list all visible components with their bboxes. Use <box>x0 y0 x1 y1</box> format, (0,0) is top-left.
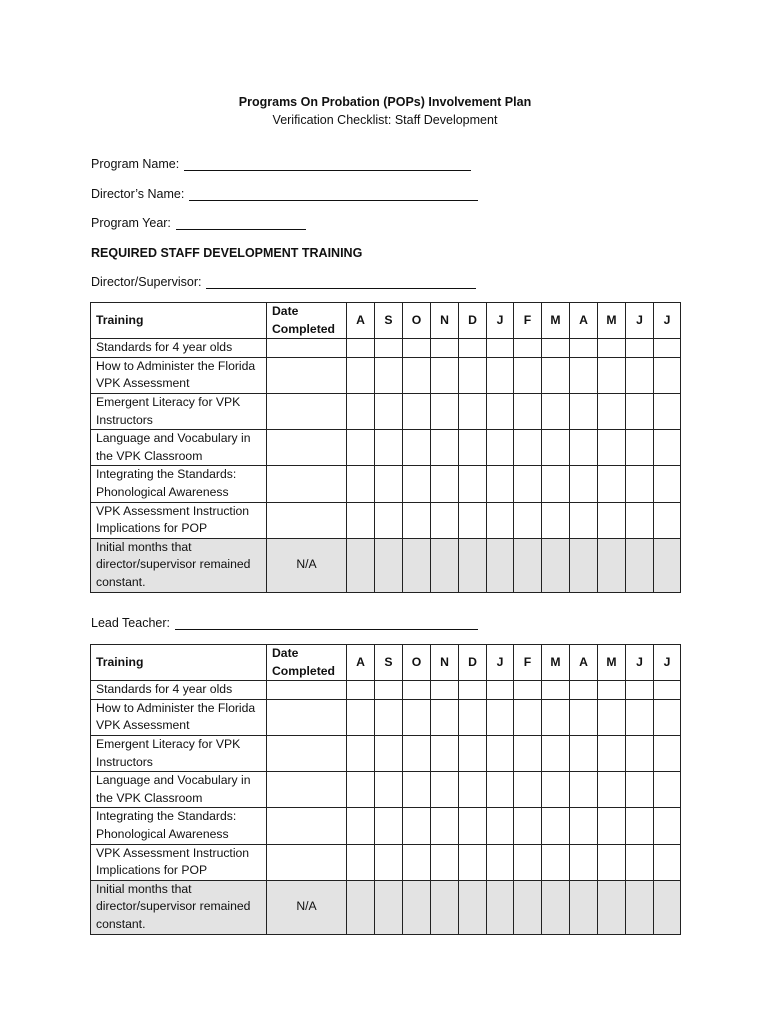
training-name-cell: How to Administer the Florida VPK Assessment <box>91 699 267 735</box>
date-completed-cell[interactable] <box>267 430 347 466</box>
program-name-blank[interactable] <box>184 158 471 171</box>
month-check-cell[interactable] <box>514 880 542 934</box>
month-check-cell[interactable] <box>459 466 487 502</box>
month-check-cell[interactable] <box>487 393 514 429</box>
training-name-cell: Initial months that director/supervisor remained constant. <box>91 880 267 934</box>
month-column-header: M <box>598 645 626 681</box>
month-check-cell[interactable] <box>654 357 681 393</box>
month-check-cell[interactable] <box>431 502 459 538</box>
month-check-cell[interactable] <box>347 681 375 700</box>
month-check-cell[interactable] <box>570 538 598 592</box>
director-training-table <box>90 302 681 593</box>
month-column-header: D <box>459 645 487 681</box>
training-name-cell: VPK Assessment Instruction Implications for POP <box>91 502 267 538</box>
month-check-cell[interactable] <box>487 466 514 502</box>
table-row <box>91 430 681 466</box>
month-check-cell[interactable] <box>598 844 626 880</box>
month-column-header: J <box>487 645 514 681</box>
month-check-cell[interactable] <box>598 880 626 934</box>
month-check-cell[interactable] <box>654 844 681 880</box>
table-header <box>91 303 681 339</box>
month-check-cell[interactable] <box>542 502 570 538</box>
month-check-cell[interactable] <box>431 430 459 466</box>
month-check-cell[interactable] <box>514 772 542 808</box>
month-check-cell[interactable] <box>431 844 459 880</box>
director-supervisor-blank[interactable] <box>206 276 476 289</box>
month-check-cell[interactable] <box>375 735 403 771</box>
month-check-cell[interactable] <box>431 808 459 844</box>
section-heading: REQUIRED STAFF DEVELOPMENT TRAINING <box>91 246 363 260</box>
month-check-cell[interactable] <box>598 357 626 393</box>
month-check-cell[interactable] <box>375 808 403 844</box>
table-row <box>91 502 681 538</box>
month-check-cell[interactable] <box>570 844 598 880</box>
month-check-cell[interactable] <box>403 339 431 358</box>
table-row <box>91 339 681 358</box>
month-check-cell[interactable] <box>431 393 459 429</box>
month-column-header: A <box>570 645 598 681</box>
month-check-cell[interactable] <box>654 699 681 735</box>
month-check-cell[interactable] <box>570 339 598 358</box>
lead-teacher-blank[interactable] <box>175 617 478 630</box>
month-column-header: F <box>514 645 542 681</box>
header-row <box>91 303 681 339</box>
month-check-cell[interactable] <box>431 735 459 771</box>
month-check-cell[interactable] <box>487 880 514 934</box>
month-check-cell[interactable] <box>375 844 403 880</box>
date-completed-cell[interactable] <box>267 681 347 700</box>
directors-name-field <box>91 187 478 201</box>
month-check-cell[interactable] <box>487 844 514 880</box>
month-check-cell[interactable] <box>403 538 431 592</box>
month-check-cell[interactable] <box>626 502 654 538</box>
month-check-cell[interactable] <box>626 735 654 771</box>
month-check-cell[interactable] <box>514 466 542 502</box>
month-check-cell[interactable] <box>542 339 570 358</box>
training-name-cell: Emergent Literacy for VPK Instructors <box>91 393 267 429</box>
month-column-header: O <box>403 303 431 339</box>
month-check-cell[interactable] <box>626 772 654 808</box>
month-check-cell[interactable] <box>431 357 459 393</box>
month-check-cell[interactable] <box>542 538 570 592</box>
month-check-cell[interactable] <box>598 735 626 771</box>
month-check-cell[interactable] <box>459 880 487 934</box>
month-check-cell[interactable] <box>487 339 514 358</box>
table-row <box>91 735 681 771</box>
table-header <box>91 645 681 681</box>
month-check-cell[interactable] <box>487 538 514 592</box>
date-completed-cell[interactable]: N/A <box>267 538 347 592</box>
month-check-cell[interactable] <box>347 880 375 934</box>
month-check-cell[interactable] <box>487 502 514 538</box>
month-check-cell[interactable] <box>598 339 626 358</box>
month-check-cell[interactable] <box>654 808 681 844</box>
month-check-cell[interactable] <box>598 393 626 429</box>
lead-teacher-label: Lead Teacher: <box>91 616 170 630</box>
program-name-field <box>91 157 471 171</box>
month-check-cell[interactable] <box>347 844 375 880</box>
month-check-cell[interactable] <box>514 538 542 592</box>
document-subtitle: Verification Checklist: Staff Development <box>272 113 498 127</box>
month-check-cell[interactable] <box>375 772 403 808</box>
month-check-cell[interactable] <box>487 681 514 700</box>
month-check-cell[interactable] <box>375 699 403 735</box>
month-check-cell[interactable] <box>403 430 431 466</box>
month-check-cell[interactable] <box>542 699 570 735</box>
lead-teacher-field <box>91 616 478 630</box>
date-completed-cell[interactable] <box>267 339 347 358</box>
month-check-cell[interactable] <box>654 772 681 808</box>
month-check-cell[interactable] <box>542 393 570 429</box>
month-check-cell[interactable] <box>626 357 654 393</box>
date-completed-cell[interactable] <box>267 357 347 393</box>
month-check-cell[interactable] <box>654 393 681 429</box>
month-check-cell[interactable] <box>626 880 654 934</box>
month-check-cell[interactable] <box>375 880 403 934</box>
month-check-cell[interactable] <box>626 844 654 880</box>
table-row <box>91 844 681 880</box>
month-check-cell[interactable] <box>487 430 514 466</box>
date-completed-cell[interactable]: N/A <box>267 880 347 934</box>
month-check-cell[interactable] <box>347 808 375 844</box>
month-check-cell[interactable] <box>570 430 598 466</box>
month-check-cell[interactable] <box>459 735 487 771</box>
table-row <box>91 538 681 592</box>
month-column-header: J <box>654 303 681 339</box>
month-check-cell[interactable] <box>570 681 598 700</box>
training-name-cell: VPK Assessment Instruction Implications for POP <box>91 844 267 880</box>
month-check-cell[interactable] <box>403 393 431 429</box>
directors-name-label: Director’s Name: <box>91 187 185 201</box>
table-body <box>91 339 681 592</box>
table-row <box>91 772 681 808</box>
director-supervisor-label: Director/Supervisor: <box>91 275 202 289</box>
table-row <box>91 357 681 393</box>
month-check-cell[interactable] <box>542 808 570 844</box>
table-row <box>91 699 681 735</box>
month-check-cell[interactable] <box>542 772 570 808</box>
month-check-cell[interactable] <box>459 699 487 735</box>
month-check-cell[interactable] <box>654 880 681 934</box>
month-check-cell[interactable] <box>598 681 626 700</box>
month-check-cell[interactable] <box>375 502 403 538</box>
month-check-cell[interactable] <box>542 880 570 934</box>
month-check-cell[interactable] <box>570 735 598 771</box>
month-check-cell[interactable] <box>347 502 375 538</box>
table-row <box>91 681 681 700</box>
date-completed-cell[interactable] <box>267 502 347 538</box>
month-check-cell[interactable] <box>654 466 681 502</box>
month-check-cell[interactable] <box>347 538 375 592</box>
date-completed-column-header: Date Completed <box>267 303 347 339</box>
training-name-cell: Standards for 4 year olds <box>91 681 267 700</box>
month-check-cell[interactable] <box>626 699 654 735</box>
program-name-label: Program Name: <box>91 157 180 171</box>
month-check-cell[interactable] <box>570 772 598 808</box>
month-check-cell[interactable] <box>375 681 403 700</box>
month-check-cell[interactable] <box>514 502 542 538</box>
table-row <box>91 393 681 429</box>
month-column-header: M <box>542 645 570 681</box>
month-check-cell[interactable] <box>542 735 570 771</box>
table-row <box>91 466 681 502</box>
month-check-cell[interactable] <box>598 538 626 592</box>
month-check-cell[interactable] <box>570 357 598 393</box>
month-check-cell[interactable] <box>375 430 403 466</box>
month-check-cell[interactable] <box>431 699 459 735</box>
month-column-header: J <box>626 645 654 681</box>
month-check-cell[interactable] <box>403 681 431 700</box>
month-column-header: A <box>347 645 375 681</box>
month-check-cell[interactable] <box>431 339 459 358</box>
directors-name-blank[interactable] <box>189 188 478 201</box>
month-check-cell[interactable] <box>570 393 598 429</box>
month-check-cell[interactable] <box>514 808 542 844</box>
director-supervisor-field <box>91 275 476 289</box>
month-check-cell[interactable] <box>375 538 403 592</box>
month-check-cell[interactable] <box>431 681 459 700</box>
month-check-cell[interactable] <box>487 772 514 808</box>
month-column-header: O <box>403 645 431 681</box>
month-column-header: S <box>375 645 403 681</box>
month-check-cell[interactable] <box>459 538 487 592</box>
month-check-cell[interactable] <box>403 699 431 735</box>
month-check-cell[interactable] <box>626 466 654 502</box>
training-name-cell: Language and Vocabulary in the VPK Classroom <box>91 772 267 808</box>
month-check-cell[interactable] <box>626 681 654 700</box>
month-check-cell[interactable] <box>598 466 626 502</box>
month-check-cell[interactable] <box>347 466 375 502</box>
month-check-cell[interactable] <box>347 357 375 393</box>
month-check-cell[interactable] <box>654 735 681 771</box>
month-column-header: A <box>570 303 598 339</box>
month-check-cell[interactable] <box>459 772 487 808</box>
month-check-cell[interactable] <box>514 339 542 358</box>
month-check-cell[interactable] <box>459 502 487 538</box>
date-completed-cell[interactable] <box>267 772 347 808</box>
month-check-cell[interactable] <box>403 357 431 393</box>
month-check-cell[interactable] <box>570 466 598 502</box>
month-check-cell[interactable] <box>459 844 487 880</box>
month-check-cell[interactable] <box>403 808 431 844</box>
month-check-cell[interactable] <box>431 538 459 592</box>
training-name-cell: Integrating the Standards: Phonological Awareness <box>91 466 267 502</box>
month-check-cell[interactable] <box>431 466 459 502</box>
month-column-header: M <box>542 303 570 339</box>
month-check-cell[interactable] <box>570 880 598 934</box>
date-completed-cell[interactable] <box>267 735 347 771</box>
month-check-cell[interactable] <box>487 808 514 844</box>
training-name-cell: Language and Vocabulary in the VPK Classroom <box>91 430 267 466</box>
month-check-cell[interactable] <box>459 681 487 700</box>
month-column-header: M <box>598 303 626 339</box>
month-check-cell[interactable] <box>403 880 431 934</box>
table-row <box>91 808 681 844</box>
month-check-cell[interactable] <box>514 357 542 393</box>
month-check-cell[interactable] <box>598 502 626 538</box>
date-completed-cell[interactable] <box>267 393 347 429</box>
month-check-cell[interactable] <box>403 466 431 502</box>
month-check-cell[interactable] <box>626 538 654 592</box>
month-check-cell[interactable] <box>403 772 431 808</box>
month-check-cell[interactable] <box>347 735 375 771</box>
month-column-header: D <box>459 303 487 339</box>
date-completed-column-header: Date Completed <box>267 645 347 681</box>
month-check-cell[interactable] <box>347 393 375 429</box>
month-check-cell[interactable] <box>654 430 681 466</box>
table-row <box>91 880 681 934</box>
training-name-cell: Standards for 4 year olds <box>91 339 267 358</box>
month-check-cell[interactable] <box>598 430 626 466</box>
month-column-header: J <box>654 645 681 681</box>
month-check-cell[interactable] <box>347 339 375 358</box>
month-check-cell[interactable] <box>570 502 598 538</box>
training-name-cell: Initial months that director/supervisor remained constant. <box>91 538 267 592</box>
month-check-cell[interactable] <box>654 538 681 592</box>
month-check-cell[interactable] <box>542 681 570 700</box>
month-column-header: S <box>375 303 403 339</box>
training-name-cell: Integrating the Standards: Phonological Awareness <box>91 808 267 844</box>
month-check-cell[interactable] <box>403 844 431 880</box>
month-column-header: F <box>514 303 542 339</box>
program-year-field <box>91 216 306 230</box>
month-check-cell[interactable] <box>459 430 487 466</box>
month-check-cell[interactable] <box>542 357 570 393</box>
month-check-cell[interactable] <box>542 466 570 502</box>
table-body <box>91 681 681 934</box>
month-check-cell[interactable] <box>654 339 681 358</box>
date-completed-cell[interactable] <box>267 699 347 735</box>
month-check-cell[interactable] <box>514 844 542 880</box>
month-check-cell[interactable] <box>459 357 487 393</box>
month-check-cell[interactable] <box>626 808 654 844</box>
month-check-cell[interactable] <box>654 681 681 700</box>
month-check-cell[interactable] <box>431 880 459 934</box>
month-check-cell[interactable] <box>514 681 542 700</box>
month-check-cell[interactable] <box>431 772 459 808</box>
lead-teacher-training-table <box>90 644 681 935</box>
month-check-cell[interactable] <box>403 502 431 538</box>
month-check-cell[interactable] <box>570 808 598 844</box>
month-check-cell[interactable] <box>459 339 487 358</box>
month-check-cell[interactable] <box>514 393 542 429</box>
month-check-cell[interactable] <box>542 430 570 466</box>
month-check-cell[interactable] <box>514 735 542 771</box>
month-check-cell[interactable] <box>570 699 598 735</box>
program-year-blank[interactable] <box>176 217 306 230</box>
month-check-cell[interactable] <box>347 430 375 466</box>
month-check-cell[interactable] <box>375 339 403 358</box>
program-year-label: Program Year: <box>91 216 171 230</box>
month-check-cell[interactable] <box>403 735 431 771</box>
month-check-cell[interactable] <box>347 699 375 735</box>
month-check-cell[interactable] <box>375 357 403 393</box>
date-completed-cell[interactable] <box>267 466 347 502</box>
month-check-cell[interactable] <box>347 772 375 808</box>
month-column-header: A <box>347 303 375 339</box>
month-column-header: N <box>431 303 459 339</box>
month-check-cell[interactable] <box>514 430 542 466</box>
month-check-cell[interactable] <box>375 466 403 502</box>
date-completed-cell[interactable] <box>267 844 347 880</box>
month-check-cell[interactable] <box>598 699 626 735</box>
month-check-cell[interactable] <box>598 808 626 844</box>
document-title: Programs On Probation (POPs) Involvement Plan <box>238 95 532 109</box>
month-check-cell[interactable] <box>514 699 542 735</box>
month-check-cell[interactable] <box>459 393 487 429</box>
month-check-cell[interactable] <box>487 699 514 735</box>
month-check-cell[interactable] <box>487 357 514 393</box>
month-check-cell[interactable] <box>542 844 570 880</box>
month-check-cell[interactable] <box>598 772 626 808</box>
month-check-cell[interactable] <box>626 339 654 358</box>
training-name-cell: Emergent Literacy for VPK Instructors <box>91 735 267 771</box>
training-column-header: Training <box>91 645 267 681</box>
month-check-cell[interactable] <box>626 393 654 429</box>
month-check-cell[interactable] <box>487 735 514 771</box>
month-check-cell[interactable] <box>626 430 654 466</box>
header-row <box>91 645 681 681</box>
month-check-cell[interactable] <box>459 808 487 844</box>
month-column-header: J <box>487 303 514 339</box>
month-column-header: J <box>626 303 654 339</box>
month-column-header: N <box>431 645 459 681</box>
date-completed-cell[interactable] <box>267 808 347 844</box>
training-column-header: Training <box>91 303 267 339</box>
month-check-cell[interactable] <box>375 393 403 429</box>
training-name-cell: How to Administer the Florida VPK Assessment <box>91 357 267 393</box>
month-check-cell[interactable] <box>654 502 681 538</box>
